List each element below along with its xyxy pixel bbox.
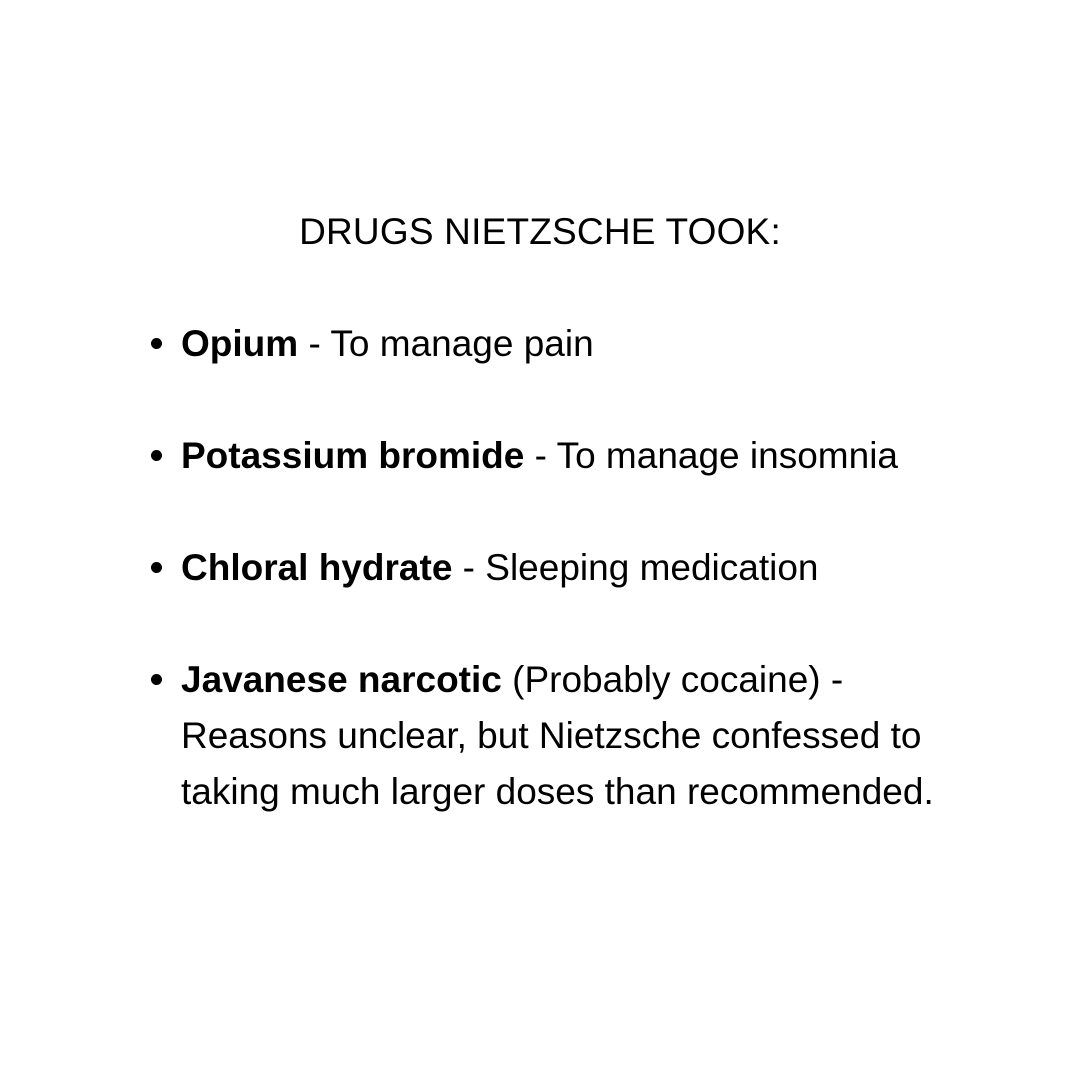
- list-item: [181, 540, 971, 596]
- bullet-icon: [151, 562, 162, 573]
- drug-list: [181, 316, 971, 820]
- list-item: [181, 316, 971, 372]
- drug-detail: - Sleeping medication: [452, 547, 819, 588]
- drug-detail: (Probably cocaine) - Reasons unclear, but Nietzsche confessed to taking much larger doses than recommended.: [181, 659, 934, 812]
- drug-detail: - To manage pain: [298, 323, 594, 364]
- drug-name: Chloral hydrate: [181, 547, 453, 588]
- bullet-icon: [151, 450, 162, 461]
- bullet-icon: [151, 674, 162, 685]
- drug-name: Opium: [181, 323, 299, 364]
- list-item: [181, 428, 971, 484]
- bullet-icon: [151, 338, 162, 349]
- drug-detail: - To manage insomnia: [524, 435, 898, 476]
- page-title: DRUGS NIETZSCHE TOOK:: [299, 211, 781, 252]
- drug-name: Potassium bromide: [181, 435, 525, 476]
- drug-name: Javanese narcotic: [181, 659, 502, 700]
- list-item: [181, 652, 971, 820]
